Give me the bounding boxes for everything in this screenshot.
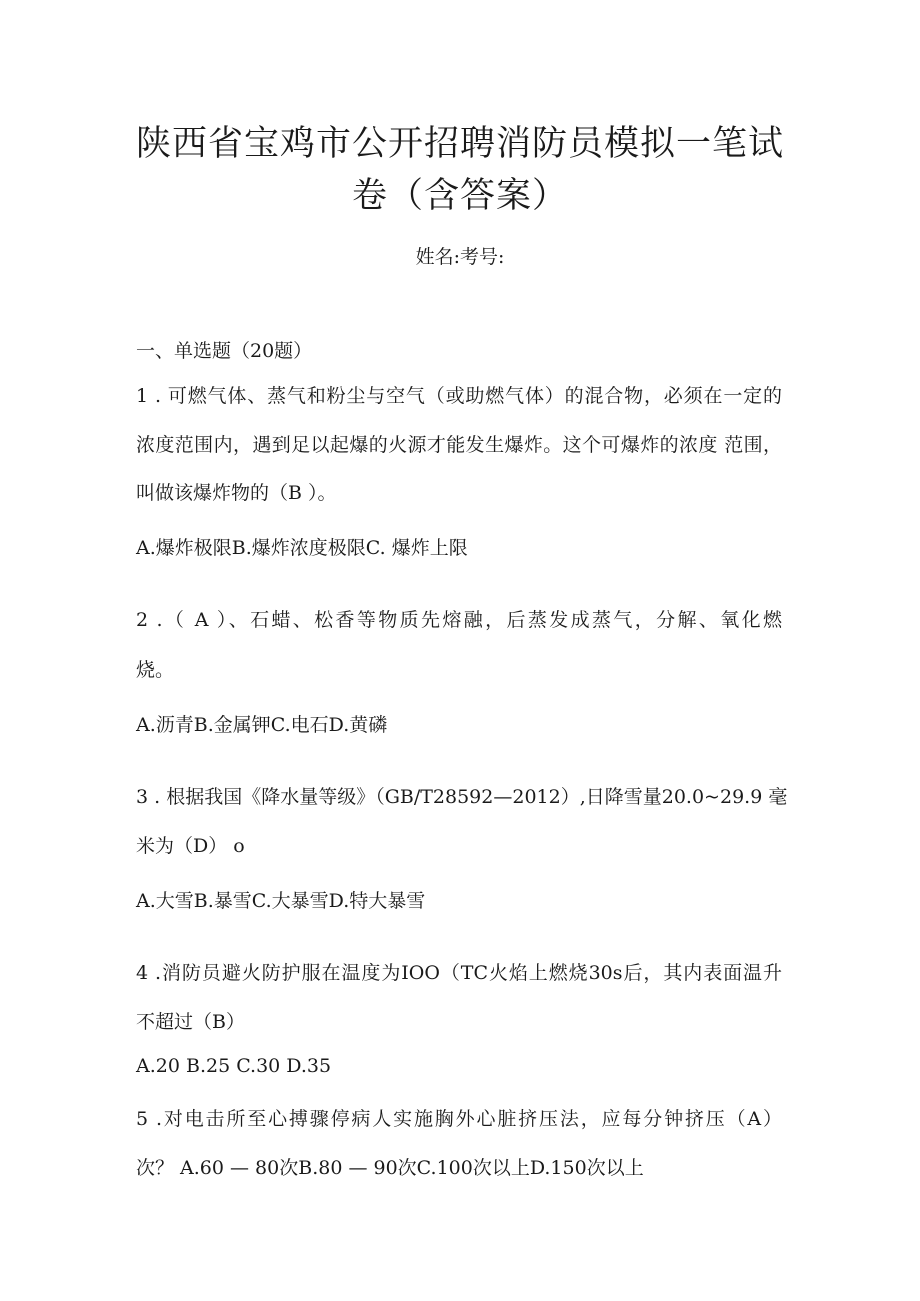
- question-2-options: A.沥青B.金属钾C.电石D.黄磷: [136, 714, 388, 736]
- question-2-line-1: 2 .（ A ）、石蜡、松香等物质先熔融，后蒸发成蒸气，分解、氧化燃: [136, 609, 782, 631]
- question-5-line-1: 5 .对电击所至心搏骤停病人实施胸外心脏挤压法，应每分钟挤压（A）: [136, 1108, 782, 1130]
- section-heading: 一、单选题（20题）: [136, 340, 313, 362]
- question-4-line-1: 4 .消防员避火防护服在温度为IOO（TC火焰上燃烧30s后，其内表面温升: [136, 962, 782, 984]
- document-title-line-2: 卷（含答案）: [351, 176, 568, 216]
- question-1-line-2: 浓度范围内，遇到足以起爆的火源才能发生爆炸。这个可爆炸的浓度 范围，: [136, 434, 782, 456]
- question-4-options: A.20 B.25 C.30 D.35: [136, 1055, 332, 1077]
- question-5-line-2: 次？ A.60 — 80次B.80 — 90次C.100次以上D.150次以上: [136, 1157, 644, 1179]
- question-3-line-2: 米为（D） o: [136, 835, 245, 857]
- question-2-line-2: 烧。: [136, 659, 175, 681]
- document-title-line-1: 陕西省宝鸡市公开招聘消防员模拟一笔试: [135, 124, 784, 164]
- name-fields: 姓名:考号:: [415, 246, 505, 268]
- question-1-options: A.爆炸极限B.爆炸浓度极限C. 爆炸上限: [136, 537, 468, 559]
- question-4-line-2: 不超过（B）: [136, 1011, 245, 1033]
- question-1-line-1: 1 . 可燃气体、蒸气和粉尘与空气（或助燃气体）的混合物，必须在一定的: [136, 385, 782, 407]
- question-3-options: A.大雪B.暴雪C.大暴雪D.特大暴雪: [136, 890, 426, 912]
- question-3-line-1: 3 . 根据我国《降水量等级》（GB/T28592—2012）,日降雪量20.0~29.9 毫: [136, 786, 788, 808]
- question-1-line-3: 叫做该爆炸物的（B ）。: [136, 482, 337, 504]
